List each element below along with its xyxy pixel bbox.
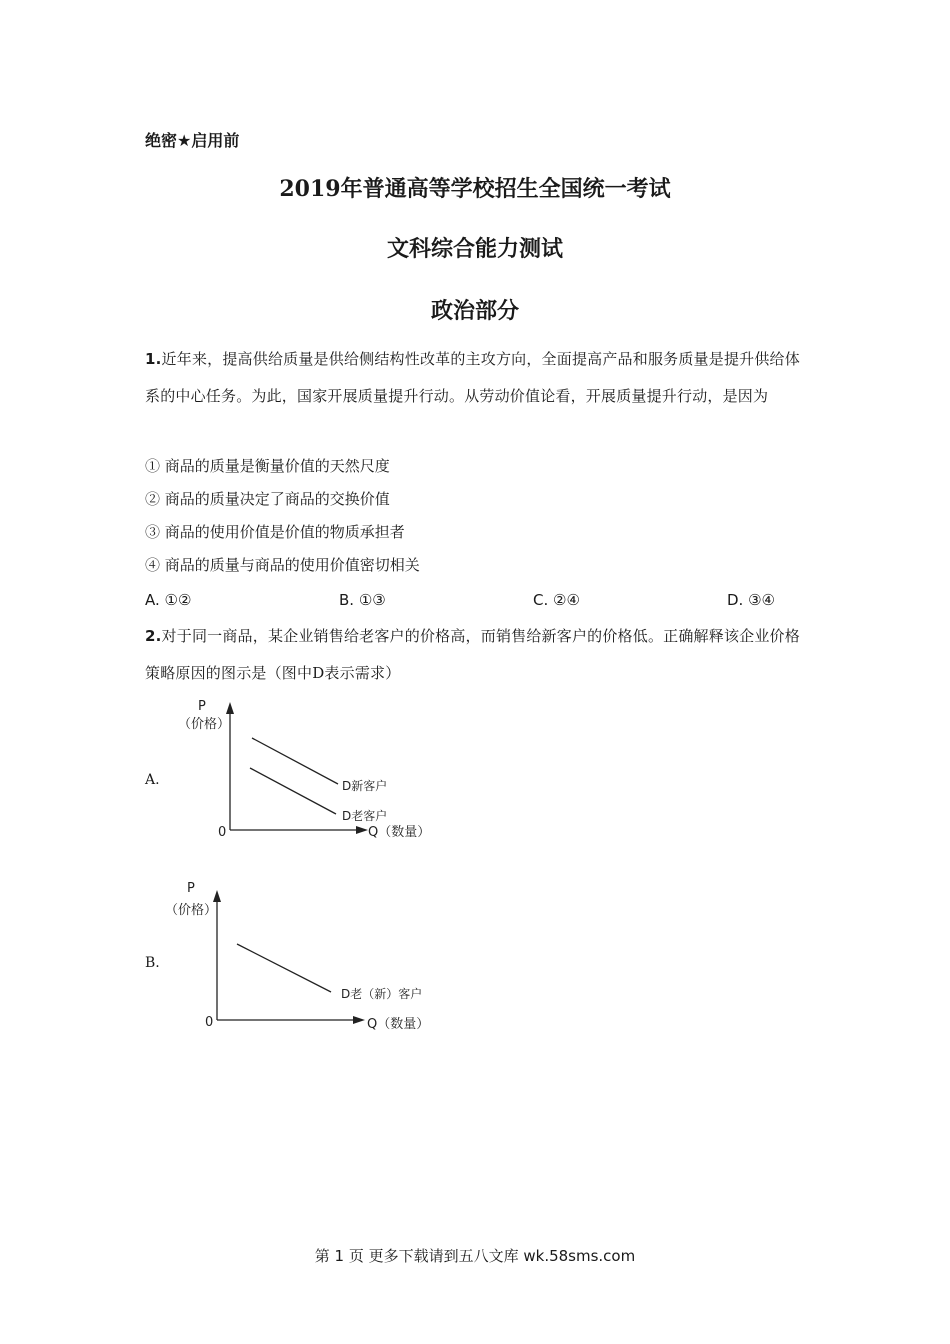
y-axis-arrow-icon [213,890,221,902]
y-axis-symbol: P [198,699,206,714]
q1-option-c: C. ②④ [533,591,580,609]
origin-label: 0 [218,825,227,840]
curve-label-new: D新客户 [342,779,388,793]
y-axis-symbol: P [187,881,195,896]
x-axis-name: Q（数量） [368,825,431,840]
curve-label-old: D老客户 [342,809,388,823]
figure-b-diagram [155,878,475,1043]
demand-curve [237,944,331,992]
demand-curve-new [252,738,338,784]
q1-option-d: D. ③④ [727,591,775,609]
figure-a-label: A. [145,772,160,788]
section-title: 政治部分 [430,298,519,324]
y-axis-arrow-icon [226,702,234,714]
page-footer: 第 1 页 更多下载请到五八文库 wk.58sms.com [314,1247,636,1265]
figure-a-diagram [170,690,470,850]
y-axis-name: （价格） [165,903,218,918]
exam-subtitle: 文科综合能力测试 [386,236,563,262]
question-1-stem [145,341,805,415]
question-number: 2. [145,627,162,645]
secret-mark: 绝密★启用前 [145,131,240,150]
y-axis-name: （价格） [178,717,231,732]
x-axis-arrow-icon [356,826,368,834]
origin-label: 0 [205,1015,214,1030]
curve-label: D老（新）客户 [341,987,423,1001]
demand-curve-old [250,768,336,814]
q1-option-a: A. ①② [145,591,192,609]
q1-item-3: ③ 商品的使用价值是价值的物质承担者 [145,523,405,541]
x-axis-name: Q（数量） [367,1017,430,1032]
q1-item-2: ② 商品的质量决定了商品的交换价值 [145,490,390,508]
x-axis-arrow-icon [353,1016,365,1024]
question-number: 1. [145,350,162,368]
exam-title: 2019年普通高等学校招生全国统一考试 [279,176,671,202]
question-2-stem [145,618,805,692]
q1-option-b: B. ①③ [339,591,386,609]
question-text: 对于同一商品，某企业销售给老客户的价格高，而销售给新客户的价格低。正确解释该企业价格策略原因的图示是（图中D表示需求） [145,627,800,682]
q1-item-4: ④ 商品的质量与商品的使用价值密切相关 [145,556,420,574]
q1-item-1: ① 商品的质量是衡量价值的天然尺度 [145,457,390,475]
question-text: 近年来，提高供给质量是供给侧结构性改革的主攻方向，全面提高产品和服务质量是提升供给体系的中心任务。为此，国家开展质量提升行动。从劳动价值论看，开展质量提升行动，是因为 [145,350,800,405]
figure-b-label: B. [145,955,160,971]
